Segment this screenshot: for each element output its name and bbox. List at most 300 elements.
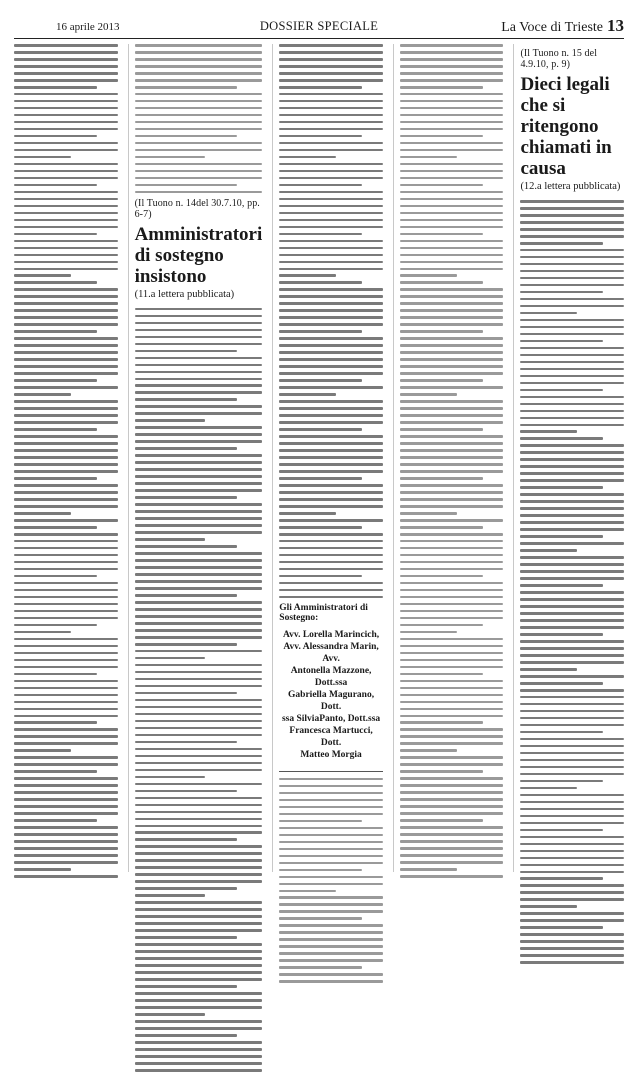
text-line xyxy=(279,512,336,515)
text-line xyxy=(520,787,577,790)
text-line xyxy=(279,400,383,403)
text-line xyxy=(14,770,97,773)
text-line xyxy=(135,426,263,429)
text-line xyxy=(400,330,483,333)
text-line xyxy=(400,428,483,431)
text-line xyxy=(135,580,263,583)
signature-title: Gli Amministratori di Sostegno: xyxy=(279,602,368,623)
text-line xyxy=(520,619,624,622)
text-line xyxy=(135,531,263,534)
text-line xyxy=(400,316,504,319)
text-line xyxy=(279,302,383,305)
text-line xyxy=(520,864,624,867)
text-line xyxy=(520,451,624,454)
text-line xyxy=(279,890,336,893)
text-line xyxy=(400,477,483,480)
text-line xyxy=(400,456,504,459)
text-line xyxy=(14,463,118,466)
text-line xyxy=(279,442,383,445)
text-line xyxy=(279,163,383,166)
text-line xyxy=(400,512,457,515)
text-line xyxy=(400,561,504,564)
text-line xyxy=(279,191,383,194)
text-line xyxy=(520,354,624,357)
text-line xyxy=(520,228,624,231)
text-line xyxy=(14,344,118,347)
text-line xyxy=(400,128,504,131)
text-line xyxy=(135,405,263,408)
text-line xyxy=(520,780,603,783)
text-line xyxy=(14,268,118,271)
text-line xyxy=(400,875,504,878)
text-line xyxy=(400,582,504,585)
text-line xyxy=(520,570,624,573)
text-line xyxy=(520,221,624,224)
column-3 xyxy=(272,44,383,872)
text-line xyxy=(400,142,504,145)
text-line xyxy=(520,647,624,650)
text-line xyxy=(14,568,118,571)
text-line xyxy=(400,484,504,487)
text-line xyxy=(520,375,624,378)
text-line xyxy=(14,505,118,508)
text-line xyxy=(135,894,205,897)
text-line xyxy=(135,964,263,967)
text-line xyxy=(279,498,383,501)
text-line xyxy=(400,219,504,222)
text-line xyxy=(520,884,624,887)
text-line xyxy=(400,770,483,773)
text-line xyxy=(14,456,118,459)
text-line xyxy=(400,323,504,326)
text-line xyxy=(135,163,263,166)
text-line xyxy=(400,198,504,201)
text-line xyxy=(400,861,504,864)
text-line xyxy=(400,589,504,592)
signature-name: Gabriella Magurano, Dott. xyxy=(288,689,375,712)
text-line xyxy=(14,861,118,864)
text-line xyxy=(520,312,577,315)
text-line xyxy=(135,315,263,318)
text-line xyxy=(135,482,263,485)
paper-name xyxy=(501,16,624,36)
text-line xyxy=(520,200,624,203)
text-line xyxy=(14,163,118,166)
text-line xyxy=(520,270,624,273)
text-line xyxy=(14,337,118,340)
text-line xyxy=(135,1020,263,1023)
text-line xyxy=(520,542,624,545)
text-line xyxy=(135,433,263,436)
text-line xyxy=(14,330,97,333)
text-line xyxy=(135,992,263,995)
text-line xyxy=(520,745,624,748)
text-line xyxy=(400,603,504,606)
text-line xyxy=(520,829,603,832)
text-line xyxy=(400,617,504,620)
text-line xyxy=(520,850,624,853)
text-line xyxy=(14,142,118,145)
text-line xyxy=(135,901,263,904)
text-line xyxy=(14,498,118,501)
text-line xyxy=(135,873,263,876)
text-line xyxy=(520,759,624,762)
text-line xyxy=(14,295,118,298)
text-line xyxy=(520,437,603,440)
text-line xyxy=(14,526,97,529)
article-reference: (Il Tuono n. 14del 30.7.10, pp. 6-7) xyxy=(134,197,260,220)
text-line xyxy=(135,107,263,110)
text-line xyxy=(14,547,118,550)
text-line xyxy=(135,650,263,653)
text-line xyxy=(135,790,237,793)
text-line xyxy=(135,135,237,138)
text-line xyxy=(135,1006,263,1009)
text-line xyxy=(400,575,483,578)
text-line xyxy=(14,205,118,208)
text-line xyxy=(135,72,263,75)
text-line xyxy=(400,309,504,312)
text-line xyxy=(400,701,504,704)
text-line xyxy=(279,86,362,89)
text-line xyxy=(520,417,624,420)
text-line xyxy=(14,652,118,655)
text-line xyxy=(135,950,263,953)
text-line xyxy=(279,358,383,361)
text-line xyxy=(520,514,624,517)
text-line xyxy=(14,477,97,480)
text-line xyxy=(279,407,383,410)
text-line xyxy=(400,652,504,655)
text-line xyxy=(400,805,504,808)
text-line xyxy=(14,372,118,375)
text-line xyxy=(279,274,336,277)
text-line xyxy=(520,549,577,552)
text-line xyxy=(279,848,383,851)
text-line xyxy=(520,773,624,776)
text-line xyxy=(279,44,383,47)
text-line xyxy=(279,575,362,578)
text-line xyxy=(400,191,504,194)
text-line xyxy=(14,351,118,354)
text-line xyxy=(520,898,624,901)
text-line xyxy=(520,249,624,252)
text-line xyxy=(14,261,118,264)
text-line xyxy=(135,440,263,443)
text-line xyxy=(135,412,263,415)
text-line xyxy=(520,291,603,294)
text-line xyxy=(135,929,263,932)
text-line xyxy=(520,822,624,825)
text-line xyxy=(279,268,383,271)
text-line xyxy=(135,908,263,911)
text-line xyxy=(520,214,624,217)
text-line xyxy=(14,72,118,75)
text-line xyxy=(14,791,118,794)
text-line xyxy=(279,917,362,920)
text-line xyxy=(400,114,504,117)
text-line xyxy=(279,184,362,187)
text-line xyxy=(400,624,483,627)
text-line xyxy=(14,826,118,829)
text-line xyxy=(279,945,383,948)
text-line xyxy=(400,463,504,466)
text-line xyxy=(14,470,118,473)
text-line xyxy=(520,815,624,818)
text-line xyxy=(400,756,504,759)
text-line xyxy=(135,128,263,131)
text-line xyxy=(400,184,483,187)
text-line xyxy=(14,833,118,836)
text-line xyxy=(279,820,362,823)
text-line xyxy=(14,421,118,424)
text-line xyxy=(135,859,263,862)
page-number: 13 xyxy=(607,16,624,35)
text-line xyxy=(135,51,263,54)
text-line xyxy=(14,798,118,801)
text-line xyxy=(135,170,263,173)
text-line xyxy=(135,664,263,667)
text-line xyxy=(14,170,118,173)
text-line xyxy=(520,584,603,587)
text-line xyxy=(520,766,624,769)
text-line xyxy=(520,535,603,538)
text-line xyxy=(520,836,624,839)
text-line xyxy=(135,100,263,103)
text-line xyxy=(135,573,263,576)
text-line xyxy=(14,596,118,599)
text-line xyxy=(520,696,624,699)
text-line xyxy=(135,769,263,772)
text-line xyxy=(520,933,624,936)
text-line xyxy=(279,316,383,319)
text-line xyxy=(400,659,504,662)
text-line xyxy=(400,749,457,752)
text-line xyxy=(279,463,383,466)
text-line xyxy=(135,594,237,597)
text-line xyxy=(279,449,383,452)
column-2 xyxy=(128,44,263,872)
text-line xyxy=(14,365,118,368)
text-line xyxy=(279,785,383,788)
text-line xyxy=(279,596,383,599)
text-line xyxy=(520,703,624,706)
text-line xyxy=(400,288,504,291)
text-line xyxy=(135,517,263,520)
text-line xyxy=(279,351,383,354)
text-line xyxy=(279,219,383,222)
text-line xyxy=(279,827,383,830)
text-line xyxy=(520,626,624,629)
text-line xyxy=(135,398,237,401)
text-line xyxy=(520,382,624,385)
text-line xyxy=(135,58,263,61)
text-line xyxy=(135,866,263,869)
text-line xyxy=(520,654,624,657)
text-line xyxy=(14,868,71,871)
text-line xyxy=(400,302,504,305)
article-headline: Amministratori di sostegno insistono xyxy=(134,223,263,287)
text-line xyxy=(135,755,263,758)
text-line xyxy=(14,715,118,718)
text-line xyxy=(135,65,263,68)
text-line xyxy=(14,728,118,731)
text-line xyxy=(279,393,336,396)
text-line xyxy=(279,533,383,536)
text-line xyxy=(400,687,504,690)
text-line xyxy=(135,364,263,367)
text-line xyxy=(279,792,383,795)
text-line xyxy=(279,170,383,173)
text-line xyxy=(279,456,383,459)
text-line xyxy=(400,247,504,250)
text-line xyxy=(400,449,504,452)
text-line xyxy=(135,1034,237,1037)
text-line xyxy=(279,177,383,180)
text-line xyxy=(14,407,118,410)
text-line xyxy=(400,386,504,389)
text-line xyxy=(279,295,383,298)
body-text-block xyxy=(520,200,624,964)
text-line xyxy=(279,896,383,899)
text-line xyxy=(279,212,383,215)
text-line xyxy=(135,142,263,145)
text-line xyxy=(520,326,624,329)
text-line xyxy=(14,694,118,697)
text-line xyxy=(520,940,624,943)
signature-name: ssa SilviaPanto, Dott.ssa xyxy=(281,713,381,724)
text-line xyxy=(279,121,383,124)
text-line xyxy=(14,274,71,277)
text-line xyxy=(14,309,118,312)
text-line xyxy=(279,142,383,145)
text-line xyxy=(135,475,263,478)
text-line xyxy=(135,86,237,89)
text-line xyxy=(520,661,624,664)
text-line xyxy=(14,233,97,236)
text-line xyxy=(520,598,624,601)
text-line xyxy=(400,631,457,634)
text-line xyxy=(400,261,504,264)
text-line xyxy=(400,240,504,243)
text-line xyxy=(14,617,118,620)
text-line xyxy=(14,582,118,585)
column-5 xyxy=(513,44,624,872)
text-line xyxy=(279,876,383,879)
text-line xyxy=(14,610,118,613)
text-line xyxy=(279,526,362,529)
text-line xyxy=(135,615,263,618)
text-line xyxy=(14,240,118,243)
text-line xyxy=(400,491,504,494)
text-line xyxy=(14,721,97,724)
text-line xyxy=(400,777,504,780)
text-line xyxy=(400,798,504,801)
text-line xyxy=(135,783,263,786)
text-line xyxy=(520,668,577,671)
text-line xyxy=(400,372,504,375)
body-text-block xyxy=(135,308,263,1072)
text-line xyxy=(400,344,504,347)
text-line xyxy=(279,135,362,138)
text-line xyxy=(400,645,504,648)
text-line xyxy=(279,309,383,312)
text-line xyxy=(135,587,263,590)
text-line xyxy=(520,368,624,371)
text-line xyxy=(400,540,504,543)
text-line xyxy=(135,936,237,939)
text-line xyxy=(14,645,118,648)
text-line xyxy=(14,51,118,54)
text-line xyxy=(279,505,383,508)
text-line xyxy=(520,242,603,245)
text-line xyxy=(14,638,118,641)
column-4 xyxy=(393,44,504,872)
text-line xyxy=(14,680,118,683)
text-line xyxy=(14,763,118,766)
text-line xyxy=(14,226,118,229)
text-line xyxy=(135,748,263,751)
text-line xyxy=(400,840,504,843)
text-line xyxy=(14,673,97,676)
text-line xyxy=(400,100,504,103)
text-line xyxy=(135,1062,263,1065)
text-line xyxy=(400,274,457,277)
text-line xyxy=(279,261,383,264)
text-line xyxy=(135,489,263,492)
text-line xyxy=(135,447,237,450)
text-line xyxy=(400,442,504,445)
text-line xyxy=(400,170,504,173)
text-line xyxy=(135,636,263,639)
text-line xyxy=(279,51,383,54)
text-line xyxy=(400,784,504,787)
paper-title: La Voce di Trieste xyxy=(501,20,603,35)
text-line xyxy=(520,263,624,266)
text-line xyxy=(520,891,624,894)
text-line xyxy=(279,281,362,284)
text-line xyxy=(400,847,504,850)
text-line xyxy=(279,869,362,872)
text-line xyxy=(279,540,383,543)
text-line xyxy=(14,777,118,780)
text-line xyxy=(14,484,118,487)
text-line xyxy=(520,675,624,678)
text-line xyxy=(520,689,624,692)
text-line xyxy=(14,666,118,669)
text-line xyxy=(279,910,383,913)
text-line xyxy=(400,680,504,683)
text-line xyxy=(279,806,383,809)
text-line xyxy=(14,756,118,759)
text-line xyxy=(135,978,263,981)
text-line xyxy=(279,778,383,781)
text-line xyxy=(400,638,504,641)
text-line xyxy=(279,128,383,131)
text-line xyxy=(279,855,383,858)
text-line xyxy=(279,435,383,438)
text-line xyxy=(400,407,504,410)
signature-name: Matteo Morgia xyxy=(300,749,362,760)
text-line xyxy=(279,491,383,494)
text-line xyxy=(135,538,205,541)
text-line xyxy=(135,734,263,737)
text-line xyxy=(400,149,504,152)
text-line xyxy=(279,561,383,564)
text-line xyxy=(279,65,383,68)
text-line xyxy=(520,591,624,594)
text-line xyxy=(400,177,504,180)
